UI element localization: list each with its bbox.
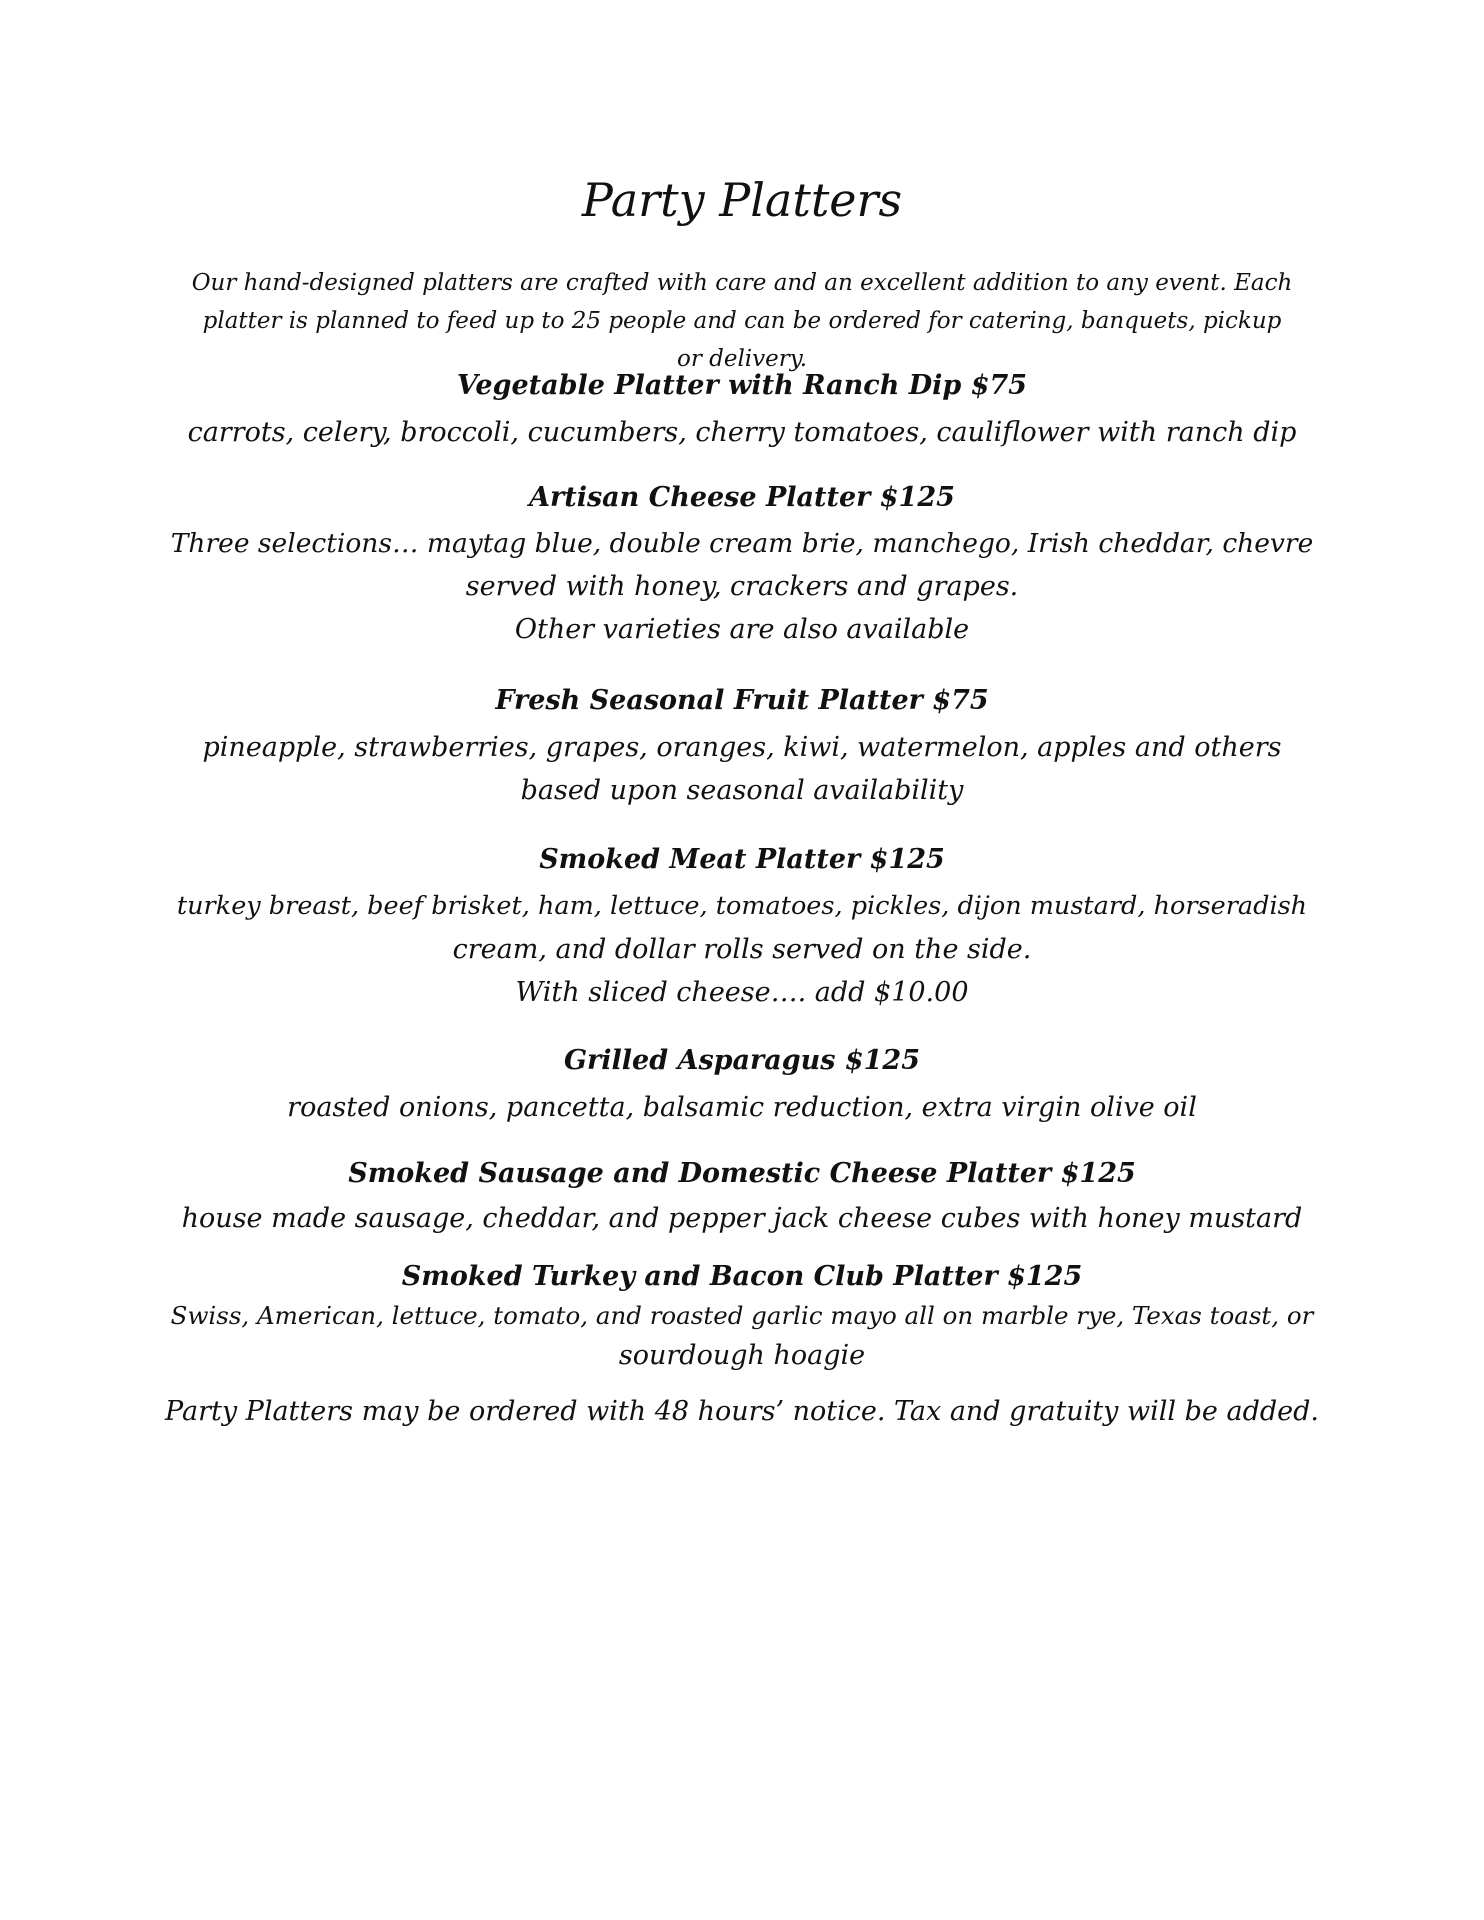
item-desc-vegetable-platter bbox=[170, 411, 1314, 454]
item-desc-sausage-cheese-platter bbox=[170, 1197, 1314, 1240]
item-desc-line: roasted onions, pancetta, balsamic reduction, extra virgin olive oil bbox=[287, 1092, 1197, 1123]
item-desc-line: Swiss, American, lettuce, tomato, and roasted garlic mayo all on marble rye, Texas toast, or bbox=[170, 1301, 1314, 1330]
item-desc-smoked-meat-platter bbox=[170, 885, 1314, 1014]
item-desc-line: turkey breast, beef brisket, ham, lettuce, tomatoes, pickles, dijon mustard, horseradish bbox=[176, 891, 1308, 921]
item-desc-line: based upon seasonal availability bbox=[520, 775, 964, 806]
item-title-fruit-platter: Fresh Seasonal Fruit Platter $75 bbox=[495, 685, 989, 716]
item-title-smoked-meat-platter: Smoked Meat Platter $125 bbox=[539, 844, 945, 875]
item-desc-line: served with honey, crackers and grapes. bbox=[465, 571, 1019, 602]
footer-note: Party Platters may be ordered with 48 hours’ notice. Tax and gratuity will be added. bbox=[165, 1396, 1319, 1427]
item-desc-grilled-asparagus bbox=[170, 1086, 1314, 1129]
item-desc-line: Other varieties are also available bbox=[514, 614, 970, 645]
item-desc-line: pineapple, strawberries, grapes, oranges, kiwi, watermelon, apples and others bbox=[202, 732, 1282, 763]
item-desc-line: With sliced cheese…. add $10.00 bbox=[515, 977, 969, 1008]
item-desc-line: cream, and dollar rolls served on the side. bbox=[452, 934, 1032, 965]
item-title-sausage-cheese-platter: Smoked Sausage and Domestic Cheese Platter $125 bbox=[348, 1158, 1136, 1189]
item-desc-line: Three selections… maytag blue, double cream brie, manchego, Irish cheddar, chevre bbox=[170, 528, 1314, 559]
item-desc-fruit-platter bbox=[170, 726, 1314, 812]
item-desc-line: house made sausage, cheddar, and pepper jack cheese cubes with honey mustard bbox=[181, 1203, 1303, 1234]
item-title-grilled-asparagus: Grilled Asparagus $125 bbox=[563, 1045, 920, 1076]
intro-text: Our hand-designed platters are crafted with care and an excellent addition to any event. Each platter is planned to feed up to 25 people and can be ordered for catering, banquets, pickup or delivery. bbox=[191, 270, 1293, 372]
item-desc-line: sourdough hoagie bbox=[618, 1340, 866, 1371]
item-title-artisan-cheese-platter: Artisan Cheese Platter $125 bbox=[529, 482, 955, 513]
item-desc-artisan-cheese-platter bbox=[170, 522, 1314, 651]
item-title-vegetable-platter: Vegetable Platter with Ranch Dip $75 bbox=[456, 370, 1028, 401]
item-desc-turkey-bacon-club-platter bbox=[170, 1296, 1314, 1376]
item-desc-line: carrots, celery, broccoli, cucumbers, cherry tomatoes, cauliflower with ranch dip bbox=[187, 417, 1297, 448]
page-title: Party Platters bbox=[581, 173, 903, 227]
item-title-turkey-bacon-club-platter: Smoked Turkey and Bacon Club Platter $125 bbox=[401, 1261, 1083, 1292]
